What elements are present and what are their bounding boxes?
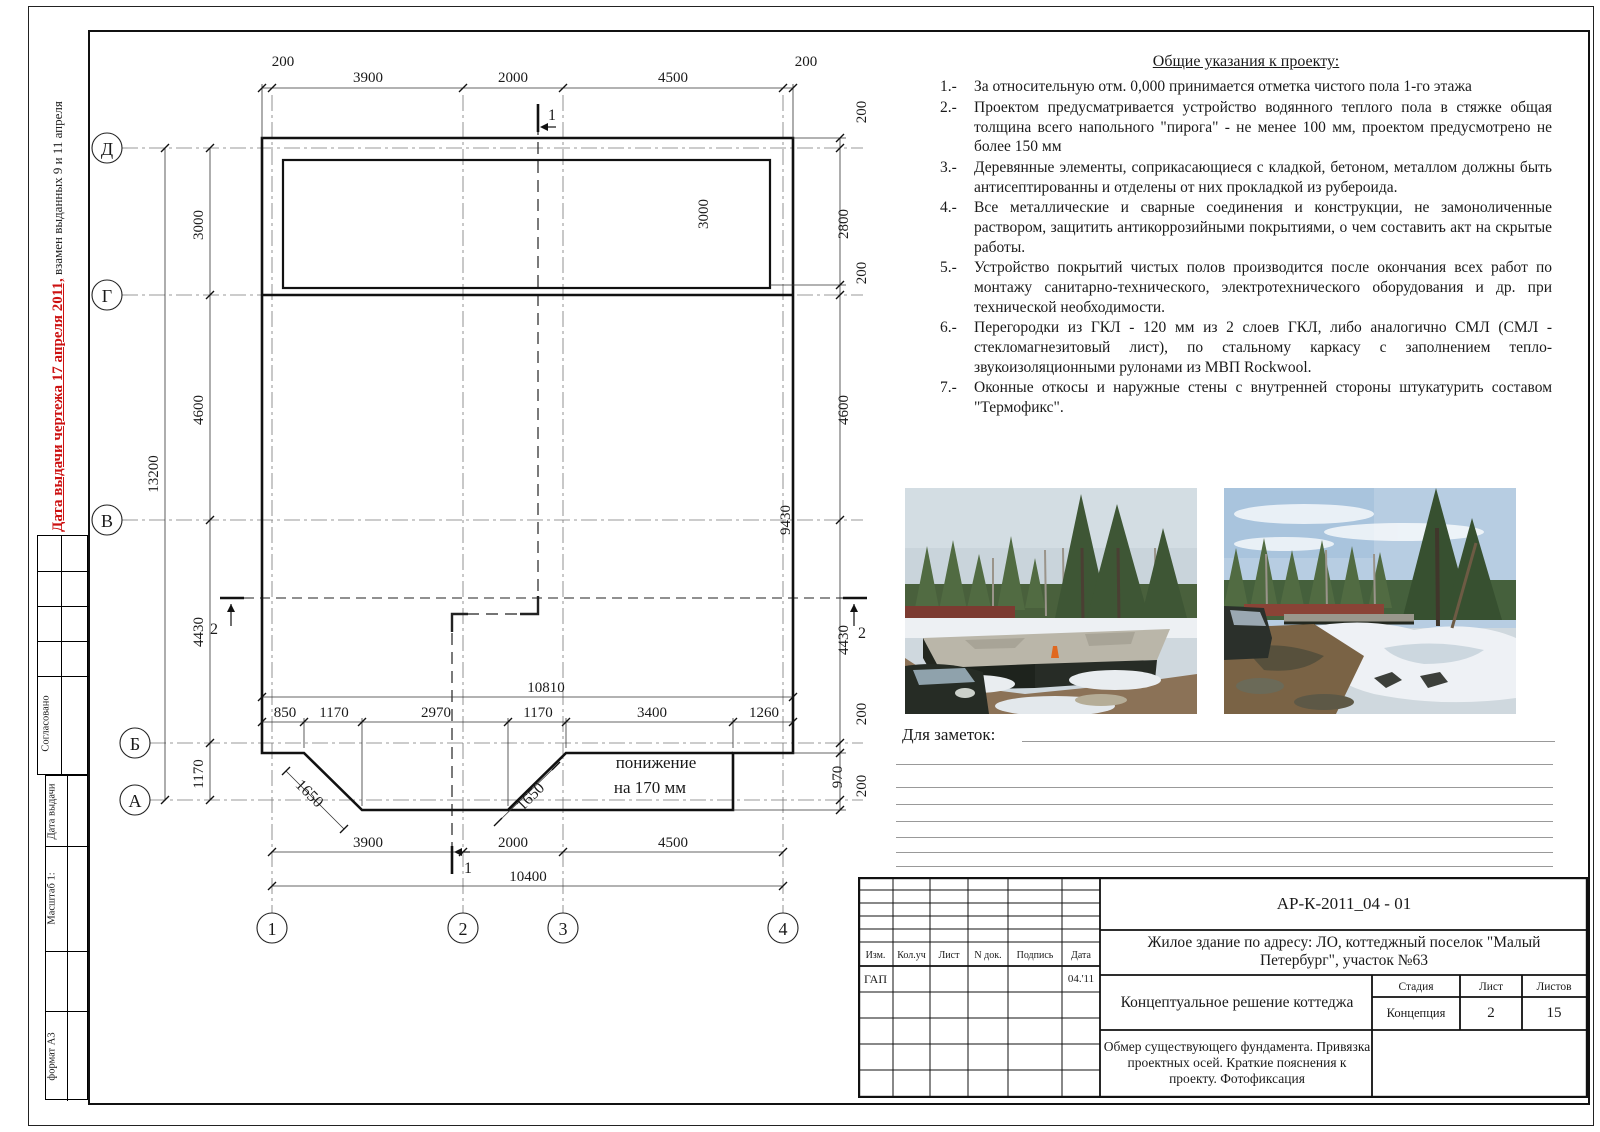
dim-label: 4600: [836, 395, 852, 425]
note-item: [940, 258, 1552, 317]
note-number: 6.-: [940, 319, 957, 337]
note-text: Все металлические и сварные соединения и конструкции, не замоноличенные раствором, защитить антикоррозийными покрытиями, о чем составить акт на скрытые работы.: [974, 199, 1552, 256]
dim-label: 200: [794, 54, 818, 70]
note-item: [940, 98, 1552, 157]
ruled-line: [896, 764, 1553, 765]
dim-label: 1650: [291, 776, 327, 812]
lowering-note-line2: на 170 мм: [613, 778, 687, 797]
tb-sheets-total: 15: [1546, 1004, 1562, 1021]
axis-label: 3: [558, 919, 568, 939]
dim-label: 13200: [146, 455, 162, 493]
note-number: 1.-: [940, 78, 957, 96]
tb-date-value: 04.'11: [1067, 973, 1095, 985]
tb-col-podpis: Подпись: [1016, 949, 1054, 961]
tb-object-name: Жилое здание по адресу: ЛО, коттеджный поселок "Малый Петербург", участок №63: [1147, 934, 1541, 969]
divider: [38, 606, 89, 607]
axis-label: 2: [458, 919, 468, 939]
dim-label: 1170: [319, 705, 349, 721]
dim-label: 4430: [836, 625, 852, 655]
dimension-ticks: [161, 84, 844, 890]
note-number: 4.-: [940, 199, 957, 217]
dim-label: 970: [830, 765, 846, 789]
dim-label: 200: [854, 702, 870, 726]
dim-label: 4600: [191, 395, 207, 425]
scale-label: Масштаб 1:: [46, 872, 58, 925]
divider: [46, 1011, 89, 1012]
general-notes: [940, 52, 1552, 419]
agreed-label: Согласовано: [40, 695, 52, 752]
foundation-plan: [88, 30, 900, 960]
ruled-line: [896, 866, 1553, 867]
tb-project-title: Концептуальное решение коттеджа: [1120, 994, 1354, 1011]
dim-label: 200: [854, 774, 870, 798]
tb-sheet-title: Обмер существующего фундамента. Привязка проектных осей. Краткие пояснения к проекту. Фотофиксация: [1103, 1039, 1371, 1086]
notes-title: Общие указания к проекту:: [1152, 53, 1340, 70]
axis-label: Б: [129, 734, 141, 754]
axis-label: А: [128, 791, 142, 811]
tb-col-koluch: Кол.уч: [897, 949, 926, 961]
tb-stage-value: Концепция: [1386, 1005, 1446, 1020]
tb-col-list: Лист: [938, 949, 960, 961]
ruled-line: [896, 821, 1553, 822]
note-text: Перегородки из ГКЛ - 120 мм из 2 слоев ГКЛ, либо аналогично СМЛ (СМЛ - стекломагнезитовый лист), по стальному каркасу с заполнением тепло-звукоизоляционными рулонами из МВП Rockwool.: [974, 319, 1552, 376]
tb-stage-label: Стадия: [1398, 980, 1434, 993]
site-photo-1-image: [905, 488, 1197, 714]
dim-label: 200: [854, 100, 870, 124]
tb-col-izm: Изм.: [865, 949, 886, 961]
section-label: 1: [464, 860, 472, 877]
ruled-line: [896, 837, 1553, 838]
tb-sheets-label: Листов: [1536, 980, 1572, 993]
format-label: формат А3: [46, 1032, 58, 1081]
axis-label: Г: [101, 286, 113, 306]
note-text: Проектом предусматривается устройство водянного теплого пола в стяжке общая толщина всего напольного "пирога" - не менее 100 мм, проектом предусмотрено не более 150 мм: [974, 98, 1552, 156]
section-lines: [228, 104, 855, 846]
dim-label: 2970: [421, 705, 451, 721]
divider: [61, 536, 62, 776]
site-photo-snow: [1224, 488, 1516, 714]
tb-sheet-number: 2: [1487, 1004, 1495, 1021]
issue-date-black-text: взамен выданных 9 и 11 апреля: [50, 101, 65, 279]
dim-label: 4430: [191, 617, 207, 647]
dim-label: 1170: [191, 759, 207, 789]
dim-label: 1260: [749, 705, 779, 721]
dim-label: 2800: [836, 209, 852, 239]
axis-markers: [92, 133, 798, 943]
dim-label: 3000: [191, 210, 207, 240]
note-text: За относительную отм. 0,000 принимается отметка чистого пола 1-го этажа: [974, 78, 1472, 96]
issue-date-note: [50, 32, 67, 532]
divider: [67, 776, 68, 1101]
dim-label: 1170: [523, 705, 553, 721]
plan-labels: [101, 54, 870, 939]
section-label: 2: [858, 625, 866, 642]
dim-label: 4500: [658, 835, 688, 851]
tb-doc-number: АР-К-2011_04 - 01: [1276, 894, 1412, 913]
note-item: [940, 198, 1552, 257]
axis-label: Д: [100, 139, 114, 159]
issue-date-label: Дата выдачи: [46, 783, 58, 840]
note-text: Деревянные элементы, соприкасающиеся с кладкой, бетоном, металлом должны быть антисептированны и отделены от них прокладкой из рубероида.: [974, 159, 1552, 196]
site-photo-foundation: [905, 488, 1197, 714]
note-number: 5.-: [940, 259, 957, 277]
dimension-lines: [165, 84, 846, 886]
ruled-line: [896, 804, 1553, 805]
note-item: [940, 318, 1552, 377]
dim-label: 10400: [509, 869, 547, 885]
note-number: 2.-: [940, 98, 957, 116]
note-number: 3.-: [940, 159, 957, 176]
axis-label: 4: [778, 919, 788, 939]
note-item: [940, 158, 1552, 197]
tb-col-data: Дата: [1071, 949, 1091, 961]
divider: [38, 571, 89, 572]
dim-label: 3400: [637, 705, 667, 721]
side-stamp-table-upper: [37, 535, 88, 775]
divider: [46, 846, 89, 847]
axis-label: В: [100, 511, 114, 531]
dim-label: 10810: [527, 680, 565, 696]
divider: [38, 641, 89, 642]
tb-col-ndok: N док.: [974, 949, 1002, 961]
dim-label: 4500: [658, 70, 688, 86]
note-number: 7.-: [940, 379, 957, 397]
ruled-line: [896, 787, 1553, 788]
dim-label: 3900: [353, 835, 383, 851]
note-text: Устройство покрытий чистых полов производится после окончания всех работ по монтажу санитарно-технического, электротехнического оборудования и др. при технической необходимости.: [974, 259, 1552, 316]
ruled-line: [1022, 741, 1555, 742]
issue-date-red-text: Дата выдачи чертежа 17 апреля 2011,: [50, 278, 66, 532]
side-stamp-table-lower: [45, 775, 88, 1100]
note-text: Оконные откосы и наружные стены с внутренней стороны штукатурить составом "Термофикс".: [974, 379, 1552, 417]
for-notes-label: Для заметок:: [902, 725, 996, 744]
dim-label: 850: [273, 705, 297, 721]
dim-label: 2000: [498, 70, 528, 86]
dim-label: 200: [271, 54, 295, 70]
note-item: [940, 378, 1552, 417]
note-item: [940, 77, 1552, 97]
axis-label: 1: [267, 919, 277, 939]
divider: [46, 951, 89, 952]
dim-label: 2000: [498, 835, 528, 851]
dim-label: 3900: [353, 70, 383, 86]
dim-label: 9430: [778, 505, 794, 535]
dim-label: 3000: [696, 199, 712, 229]
site-photo-2-image: [1224, 488, 1516, 714]
lowering-note-line1: понижение: [615, 753, 697, 772]
section-label: 2: [210, 621, 218, 638]
section-label: 1: [548, 107, 556, 124]
tb-role-gap: ГАП: [864, 971, 887, 986]
dim-label: 200: [854, 261, 870, 285]
dim-label: 1650: [513, 779, 549, 815]
ruled-line: [896, 852, 1553, 853]
divider: [38, 676, 89, 677]
axis-grid-lines: [122, 95, 863, 913]
tb-sheet-label: Лист: [1478, 980, 1504, 993]
